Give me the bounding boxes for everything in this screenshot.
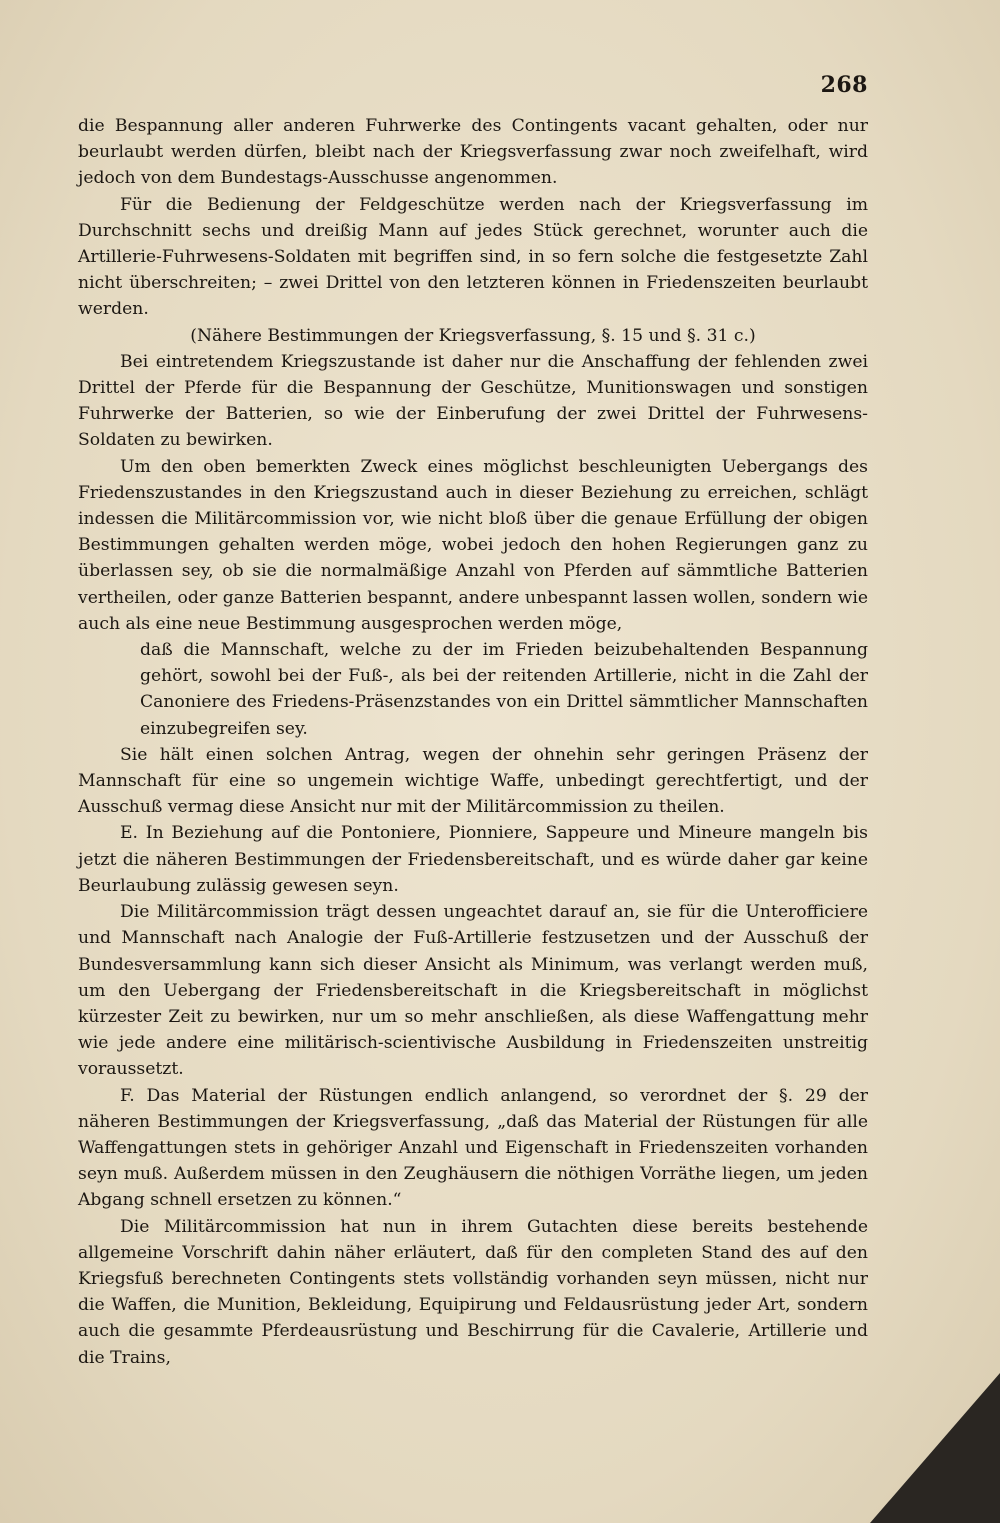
page-number: 268	[820, 72, 868, 98]
paragraph: Bei eintretendem Kriegszustande ist daher nur die Anschaffung der fehlenden zwei Drittel der Pferde für die Bespannung der Geschütze, Munitionswagen und sonstigen Fuhrwerke der Batterien, so wie der Einberufung der zwei Drittel der Fuhrwesens-Soldaten zu bewirken.	[78, 351, 868, 451]
body-text	[78, 113, 868, 1371]
paragraph: Für die Bedienung der Feldgeschütze werden nach der Kriegsverfassung im Durchschnitt sechs und dreißig Mann auf jedes Stück gerechnet, worunter auch die Artillerie-Fuhrwesens-Soldaten mit begriffen sind, in so fern solche die festgesetzte Zahl nicht überschreiten; – zwei Drittel von den letzteren können in Friedenszeiten beurlaubt werden.	[78, 194, 868, 320]
paragraph: Die Militärcommission hat nun in ihrem Gutachten diese bereits bestehende allgemeine Vorschrift dahin näher erläutert, daß für den completen Stand des auf den Kriegsfuß berechneten Contingents stets vollständig vorhanden seyn müssen, nicht nur die Waffen, die Munition, Bekleidung, Equipirung und Feldausrüstung jeder Art, sondern auch die gesammte Pferdeausrüstung und Beschirrung für die Cavalerie, Artillerie und die Trains,	[78, 1216, 868, 1368]
scan-corner-shadow	[870, 1373, 1000, 1523]
section-e: E. In Beziehung auf die Pontoniere, Pionniere, Sappeure und Mineure mangeln bis jetzt die näheren Bestimmungen der Friedensbereitschaft, und es würde daher gar keine Beurlaubung zulässig gewesen seyn.	[78, 823, 868, 896]
indented-clause: daß die Mannschaft, welche zu der im Frieden beizubehaltenden Bespannung gehört, sowohl bei der Fuß-, als bei der reitenden Artillerie, nicht in die Zahl der Canoniere des Friedens-Präsenzstandes von ein Drittel sämmtlicher Mannschaften einzubegreifen sey.	[140, 640, 868, 739]
section-f: F. Das Material der Rüstungen endlich anlangend, so verordnet der §. 29 der näheren Bestimmungen der Kriegsverfassung, „daß das Material der Rüstungen für alle Waffengattungen stets in gehöriger Anzahl und Eigenschaft in Friedenszeiten vorhanden seyn muß. Außerdem müssen in den Zeughäusern die nöthigen Vorräthe liegen, um jeden Abgang schnell ersetzen zu können.“	[78, 1085, 868, 1211]
paragraph: Um den oben bemerkten Zweck eines möglichst beschleunigten Uebergangs des Friedenszustandes in den Kriegszustand auch in dieser Beziehung zu erreichen, schlägt indessen die Militärcommission vor, wie nicht bloß über die genaue Erfüllung der obigen Bestimmungen gehalten werden möge, wobei jedoch den hohen Regierungen ganz zu überlassen sey, ob sie die normalmäßige Anzahl von Pferden auf sämmtliche Batterien vertheilen, oder ganze Batterien bespannt, andere unbespannt lassen wollen, sondern wie auch als eine neue Bestimmung ausgesprochen werden möge,	[78, 456, 868, 634]
paragraph: die Bespannung aller anderen Fuhrwerke des Contingents vacant gehalten, oder nur beurlaubt werden dürfen, bleibt nach der Kriegsverfassung zwar noch zweifelhaft, wird jedoch von dem Bundestags-Ausschusse angenommen.	[78, 116, 868, 189]
reference-note: (Nähere Bestimmungen der Kriegsverfassung, §. 15 und §. 31 c.)	[190, 325, 756, 346]
paragraph: Sie hält einen solchen Antrag, wegen der ohnehin sehr geringen Präsenz der Mannschaft für eine so ungemein wichtige Waffe, unbedingt gerechtfertigt, und der Ausschuß vermag diese Ansicht nur mit der Militärcommission zu theilen.	[78, 744, 868, 818]
paragraph: Die Militärcommission trägt dessen ungeachtet darauf an, sie für die Unterofficiere und Mannschaft nach Analogie der Fuß-Artillerie festzusetzen und der Ausschuß der Bundesversammlung kann sich dieser Ansicht als Minimum, was verlangt werden muß, um den Uebergang der Friedensbereitschaft in die Kriegsbereitschaft in möglichst kürzester Zeit zu bewirken, nur um so mehr anschließen, als diese Waffengattung mehr wie jede andere eine militärisch-scientivische Ausbildung in Friedenszeiten unstreitig voraussetzt.	[78, 902, 868, 1080]
